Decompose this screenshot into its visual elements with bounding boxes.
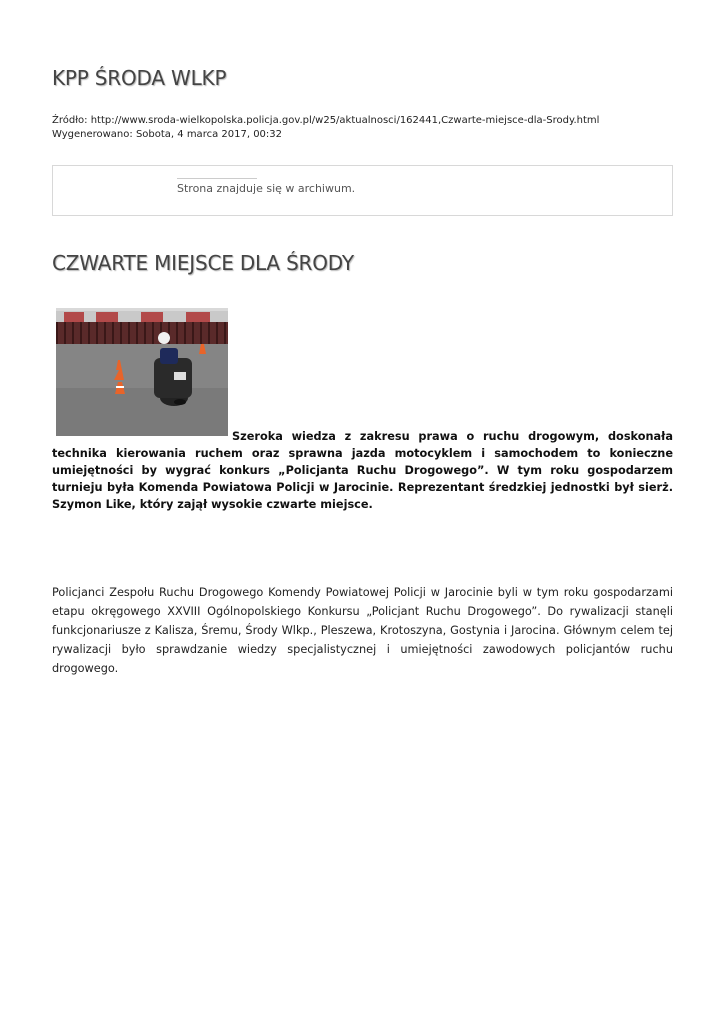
article-lead: [52, 428, 673, 513]
document-meta: [52, 114, 599, 142]
archive-notice: Strona znajduje się w archiwum.: [177, 182, 356, 195]
archive-notice-box: [52, 165, 673, 216]
photo-wrap-spacer: [52, 428, 232, 436]
generated-date: Wygenerowano: Sobota, 4 marca 2017, 00:32: [52, 129, 283, 140]
article-photo: [56, 308, 228, 436]
article-title: CZWARTE MIEJSCE DLA ŚRODY: [52, 251, 354, 275]
site-title: KPP ŚRODA WLKP: [52, 66, 227, 90]
source-url: Źródło: http://www.sroda-wielkopolska.policja.gov.pl/w25/aktualnosci/162441,Czwarte-miejsce-dla-Srody.html: [52, 115, 600, 126]
article-lead-text: Szeroka wiedza z zakresu prawa o ruchu drogowym, doskonała technika kierowania ruchem oraz sprawna jazda motocyklem i samochodem to konieczne umiejętności by wygrać konkurs „Policjanta Ruchu Drogowego”. W tym roku gospodarzem turnieju była Komenda Powiatowa Policji w Jarocinie. Reprezentant średzkiej jednostki był sierż. Szymon Like, który zajął wysokie czwarte miejsce.: [52, 430, 673, 511]
article-body: Policjanci Zespołu Ruchu Drogowego Komendy Powiatowej Policji w Jarocinie byli w tym roku gospodarzami etapu okręgowego XXVIII Ogólnopolskiego Konkursu „Policjant Ruchu Drogowego”. Do rywalizacji stanęli funkcjonariusze z Kalisza, Śremu, Środy Wlkp., Pleszewa, Krotoszyna, Gostynia i Jarocina. Głównym celem tej rywalizacji było sprawdzanie wiedzy specjalistycznej i umiejętności zawodowych policjantów ruchu drogowego.: [52, 586, 673, 675]
archive-divider: [177, 178, 257, 179]
